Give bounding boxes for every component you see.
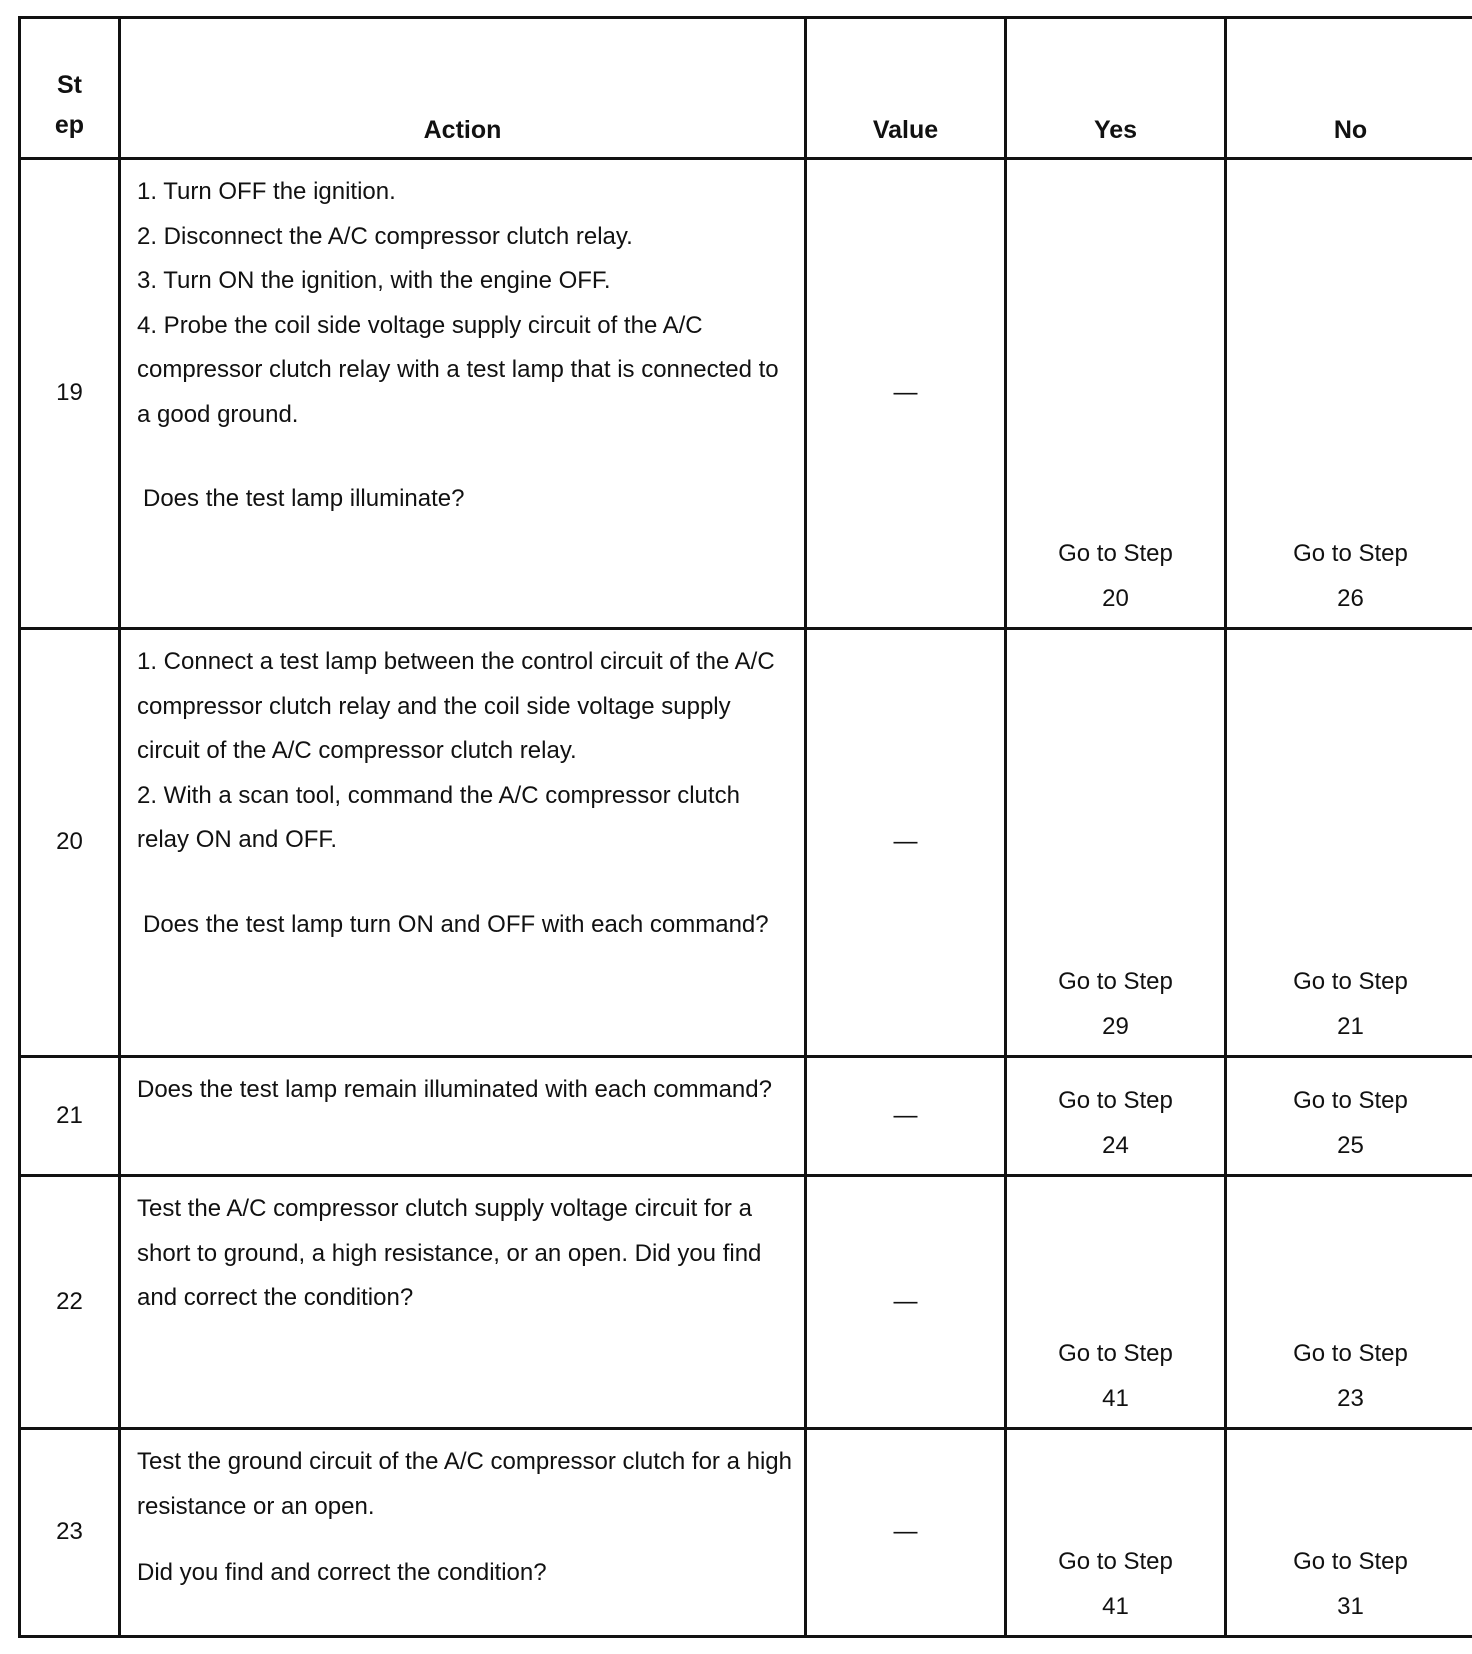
value-cell: — — [806, 1429, 1006, 1637]
action-item: 4. Probe the coil side voltage supply circuit of the A/C compressor clutch relay with a test lamp that is connected to a good ground. — [137, 311, 779, 428]
no-cell — [1226, 629, 1472, 1057]
no-step: 21 — [1337, 1012, 1364, 1040]
no-step: 23 — [1337, 1384, 1364, 1412]
no-step: 26 — [1337, 584, 1364, 612]
action-item: 1. Turn OFF the ignition. — [137, 178, 396, 205]
value-cell: — — [806, 1176, 1006, 1429]
table-row — [20, 1057, 1472, 1176]
header-row — [20, 18, 1472, 159]
table-row — [20, 159, 1472, 629]
yes-cell — [1006, 1176, 1226, 1429]
no-label: Go to Step — [1293, 540, 1408, 567]
action-cell — [120, 1057, 806, 1176]
yes-step: 29 — [1102, 1012, 1129, 1040]
yes-step: 41 — [1102, 1384, 1129, 1412]
value-cell: — — [806, 159, 1006, 629]
no-label: Go to Step — [1293, 1548, 1408, 1575]
yes-label: Go to Step — [1058, 540, 1173, 567]
no-cell — [1226, 1429, 1472, 1637]
header-step-line2: ep — [54, 111, 85, 139]
step-number: 19 — [20, 159, 120, 629]
action-cell — [120, 159, 806, 629]
action-item: Test the A/C compressor clutch supply voltage circuit for a short to ground, a high resistance, or an open. Did you find and correct the condition? — [137, 1195, 762, 1311]
no-cell — [1226, 159, 1472, 629]
action-cell — [120, 1176, 806, 1429]
action-item: 2. With a scan tool, command the A/C compressor clutch relay ON and OFF. — [137, 781, 740, 853]
diagnostic-table — [18, 16, 1472, 1638]
no-label: Go to Step — [1293, 1340, 1408, 1367]
yes-cell — [1006, 1057, 1226, 1176]
action-cell — [120, 629, 806, 1057]
no-cell — [1226, 1057, 1472, 1176]
table-row — [20, 1176, 1472, 1429]
no-step: 31 — [1337, 1592, 1364, 1620]
action-question: Did you find and correct the condition? — [137, 1559, 547, 1586]
action-item: 1. Connect a test lamp between the control circuit of the A/C compressor clutch relay and the coil side voltage supply circuit of the A/C compressor clutch relay. — [137, 648, 775, 764]
step-number: 23 — [20, 1429, 120, 1637]
value-cell: — — [806, 629, 1006, 1057]
step-number: 22 — [20, 1176, 120, 1429]
no-cell — [1226, 1176, 1472, 1429]
action-question: Does the test lamp turn ON and OFF with each command? — [143, 910, 769, 938]
yes-cell — [1006, 159, 1226, 629]
header-value: Value — [806, 18, 1006, 159]
yes-step: 24 — [1102, 1131, 1129, 1159]
value-cell: — — [806, 1057, 1006, 1176]
yes-label: Go to Step — [1058, 1340, 1173, 1367]
table-row — [20, 1429, 1472, 1637]
header-yes: Yes — [1006, 18, 1226, 159]
no-step: 25 — [1337, 1131, 1364, 1159]
yes-cell — [1006, 629, 1226, 1057]
action-cell — [120, 1429, 806, 1637]
header-no: No — [1226, 18, 1472, 159]
action-item: 2. Disconnect the A/C compressor clutch relay. — [137, 222, 633, 250]
yes-cell — [1006, 1429, 1226, 1637]
header-step — [20, 18, 120, 159]
action-item: 3. Turn ON the ignition, with the engine OFF. — [137, 267, 611, 294]
yes-label: Go to Step — [1058, 1548, 1173, 1575]
no-label: Go to Step — [1293, 1087, 1408, 1114]
no-label: Go to Step — [1293, 968, 1408, 995]
action-question: Does the test lamp illuminate? — [143, 485, 465, 512]
table-row — [20, 629, 1472, 1057]
yes-step: 20 — [1102, 584, 1129, 612]
action-item: Test the ground circuit of the A/C compressor clutch for a high resistance or an open. — [137, 1448, 792, 1520]
header-step-line1: St — [57, 71, 82, 99]
yes-label: Go to Step — [1058, 968, 1173, 995]
step-number: 20 — [20, 629, 120, 1057]
step-number: 21 — [20, 1057, 120, 1176]
yes-step: 41 — [1102, 1592, 1129, 1620]
header-action: Action — [120, 18, 806, 159]
action-item: Does the test lamp remain illuminated with each command? — [137, 1076, 772, 1103]
yes-label: Go to Step — [1058, 1087, 1173, 1114]
